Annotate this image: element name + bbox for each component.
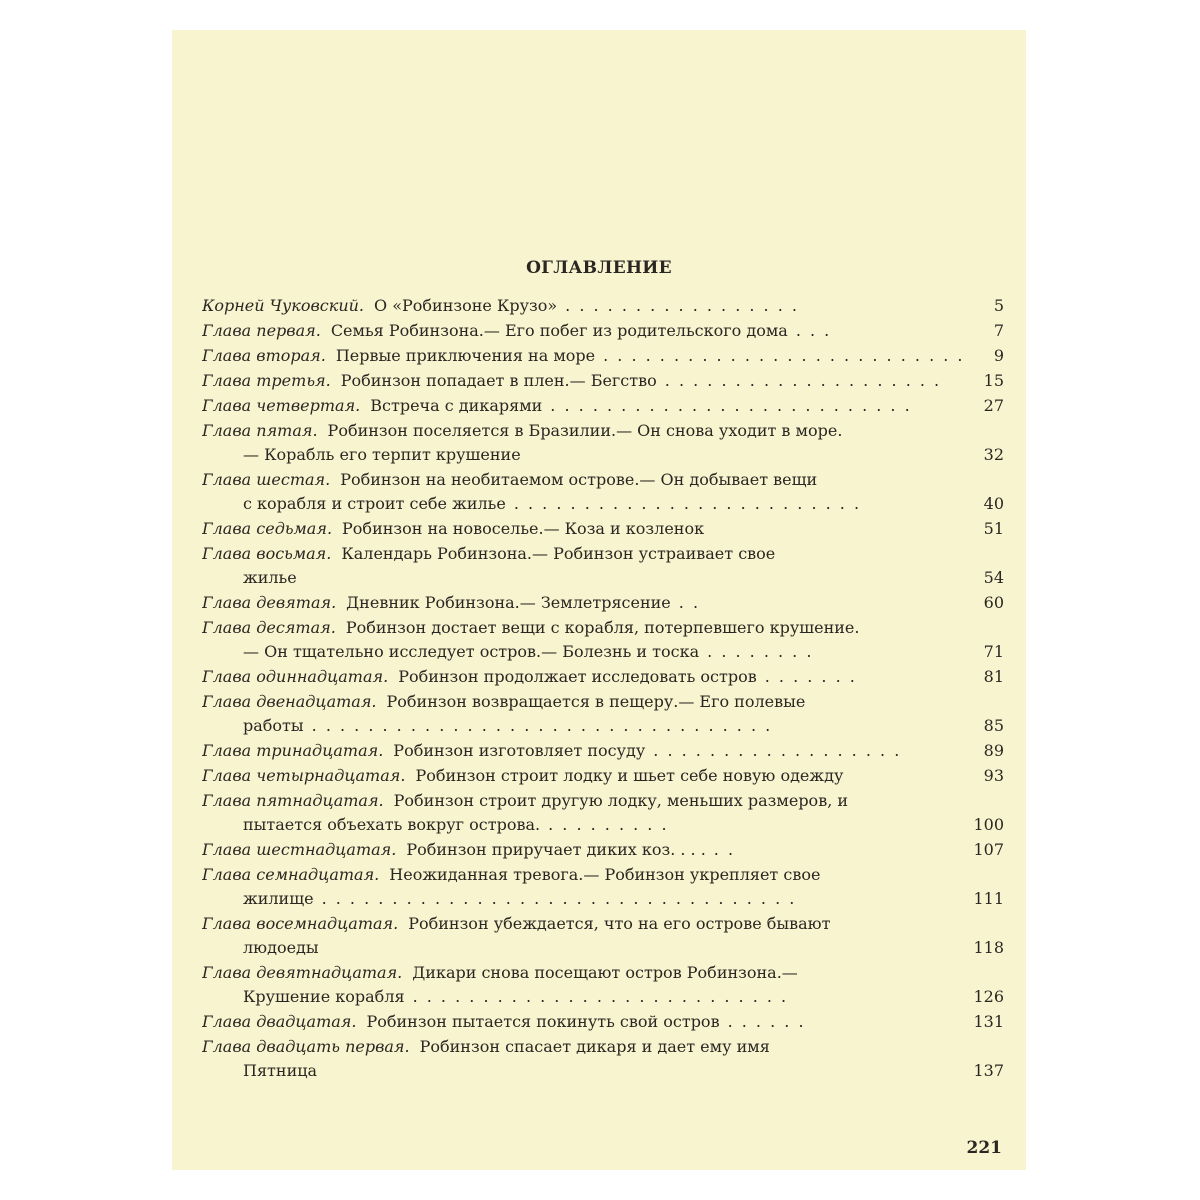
chapter-label: Глава десятая.: [202, 618, 336, 637]
toc-entry-line: [202, 470, 1004, 490]
toc-entry-line: [202, 296, 1004, 316]
toc-entry-line: [202, 1037, 1004, 1057]
chapter-label: Глава тринадцатая.: [202, 741, 384, 760]
toc-entry: [202, 470, 1004, 514]
chapter-label: Глава девятая.: [202, 593, 337, 612]
toc-page-number: 107: [973, 840, 1004, 859]
chapter-label: Глава первая.: [202, 321, 321, 340]
toc-page-number: 126: [973, 987, 1004, 1006]
toc-entry: [202, 396, 1004, 416]
toc-entry-line: [202, 421, 1004, 441]
toc-page-number: 85: [983, 716, 1004, 735]
toc-entry-line: [202, 519, 1004, 539]
toc-entry-line: [202, 544, 1004, 564]
dot-leader: . . . . . . . . . . . . . . . . . . . . . . . . . .: [550, 396, 912, 415]
toc-entry-continuation: [202, 987, 1004, 1007]
toc-entry: [202, 963, 1004, 1007]
toc-entry: [202, 865, 1004, 909]
chapter-label: Глава пятнадцатая.: [202, 791, 384, 810]
toc-page-number: 40: [983, 494, 1004, 513]
toc-page-number: 32: [983, 445, 1004, 464]
toc-entry: [202, 692, 1004, 736]
chapter-title: — Он тщательно исследует остров.— Болезнь и тоска: [243, 642, 700, 661]
chapter-label: Глава шестнадцатая.: [202, 840, 397, 859]
toc-entry: [202, 766, 1004, 786]
chapter-title: Робинзон спасает дикаря и дает ему имя: [419, 1037, 770, 1056]
toc-page-number: 118: [973, 938, 1004, 957]
toc-entry-line: [202, 618, 1004, 638]
toc-entry: [202, 914, 1004, 958]
toc-entry-line: [202, 914, 1004, 934]
chapter-label: Глава третья.: [202, 371, 331, 390]
toc-entry-line: [202, 865, 1004, 885]
table-of-contents: [202, 296, 1004, 1081]
chapter-label: Глава пятая.: [202, 421, 318, 440]
dot-leader: . . . . . . . . . . . . . . . . . . . . . . . . .: [513, 494, 862, 513]
dot-leader: . . . . . . . . . . . . . . . . . .: [653, 741, 902, 760]
chapter-title: Робинзон пытается покинуть свой остров: [366, 1012, 720, 1031]
chapter-label: Глава семнадцатая.: [202, 865, 380, 884]
toc-entry: [202, 519, 1004, 539]
book-page: [172, 30, 1026, 1170]
chapter-title: жилище: [243, 889, 314, 908]
toc-page-number: 137: [973, 1061, 1004, 1080]
dot-leader: . . . . . .: [727, 1012, 806, 1031]
toc-entry-continuation: [202, 445, 1004, 465]
toc-entry-line: [202, 840, 1004, 860]
toc-entry: [202, 593, 1004, 613]
chapter-title: людоеды: [243, 938, 319, 957]
page-title: ОГЛАВЛЕНИЕ: [526, 258, 672, 278]
toc-entry: [202, 667, 1004, 687]
chapter-label: Глава девятнадцатая.: [202, 963, 403, 982]
chapter-label: Глава двенадцатая.: [202, 692, 377, 711]
dot-leader: . . . . . . . .: [707, 642, 814, 661]
dot-leader: . . . . . . . . . . . . . . . . .: [565, 296, 799, 315]
toc-entry-line: [202, 963, 1004, 983]
dot-leader: . . . . . . . . . . . . . . . . . . . . . . . . . . .: [412, 987, 789, 1006]
toc-entry-continuation: [202, 568, 1004, 588]
chapter-label: Глава четырнадцатая.: [202, 766, 406, 785]
chapter-title: Робинзон попадает в плен.— Бегство: [340, 371, 657, 390]
toc-page-number: 5: [993, 296, 1004, 315]
toc-page-number: 9: [993, 346, 1004, 365]
toc-entry-line: [202, 667, 1004, 687]
toc-entry-continuation: [202, 716, 1004, 736]
chapter-title: Робинзон строит лодку и шьет себе новую одежду: [415, 766, 844, 785]
chapter-title: Робинзон достает вещи с корабля, потерпевшего крушение.: [345, 618, 860, 637]
chapter-title: Робинзон поселяется в Бразилии.— Он снова уходит в море.: [327, 421, 843, 440]
dot-leader: . . . . . . . . .: [548, 815, 669, 834]
toc-page-number: 60: [983, 593, 1004, 612]
chapter-title: пытается объехать вокруг острова.: [243, 815, 541, 834]
toc-entry: [202, 321, 1004, 341]
chapter-title: Пятница: [243, 1061, 318, 1080]
chapter-title: Робинзон строит другую лодку, меньших размеров, и: [393, 791, 849, 810]
chapter-title: Дикари снова посещают остров Робинзона.—: [412, 963, 798, 982]
dot-leader: . . .: [795, 321, 832, 340]
toc-entry-line: [202, 593, 1004, 613]
toc-entry-continuation: [202, 938, 1004, 958]
chapter-title: Робинзон возвращается в пещеру.— Его полевые: [386, 692, 806, 711]
dot-leader: . . . . . . . . . . . . . . . . . . . . . . . . . .: [603, 346, 965, 365]
chapter-title: Дневник Робинзона.— Землетрясение: [346, 593, 671, 612]
chapter-title: Встреча с дикарями: [370, 396, 543, 415]
toc-page-number: 51: [983, 519, 1004, 538]
toc-entry-continuation: [202, 642, 1004, 662]
chapter-label: Глава двадцать первая.: [202, 1037, 410, 1056]
toc-entry: [202, 840, 1004, 860]
dot-leader: . . . . . . . . . . . . . . . . . . . . . . . . . . . . . . . . .: [311, 716, 773, 735]
chapter-title: Робинзон продолжает исследовать остров: [398, 667, 757, 686]
toc-entry-continuation: [202, 815, 1004, 835]
chapter-title: Неожиданная тревога.— Робинзон укрепляет свое: [389, 865, 821, 884]
chapter-title: Робинзон убеждается, что на его острове бывают: [408, 914, 831, 933]
toc-entry: [202, 618, 1004, 662]
toc-entry: [202, 296, 1004, 316]
chapter-label: Глава четвертая.: [202, 396, 361, 415]
chapter-title: О «Робинзоне Крузо»: [374, 296, 558, 315]
chapter-label: Корней Чуковский.: [202, 296, 365, 315]
chapter-label: Глава двадцатая.: [202, 1012, 357, 1031]
toc-page-number: 81: [983, 667, 1004, 686]
toc-entry: [202, 791, 1004, 835]
toc-page-number: 93: [983, 766, 1004, 785]
toc-page-number: 71: [983, 642, 1004, 661]
chapter-label: Глава одиннадцатая.: [202, 667, 389, 686]
toc-page-number: 111: [973, 889, 1004, 908]
toc-page-number: 27: [983, 396, 1004, 415]
dot-leader: . . . . . . . . . . . . . . . . . . . . . . . . . . . . . . . . . .: [321, 889, 797, 908]
toc-entry-continuation: [202, 494, 1004, 514]
toc-entry-line: [202, 741, 1004, 761]
toc-entry: [202, 421, 1004, 465]
chapter-title: — Корабль его терпит крушение: [243, 445, 521, 464]
chapter-label: Глава восемнадцатая.: [202, 914, 399, 933]
toc-entry-line: [202, 766, 1004, 786]
toc-entry: [202, 544, 1004, 588]
chapter-label: Глава шестая.: [202, 470, 331, 489]
toc-page-number: 7: [993, 321, 1004, 340]
chapter-title: Робинзон на необитаемом острове.— Он добывает вещи: [340, 470, 818, 489]
page-number: 221: [966, 1138, 1002, 1158]
toc-entry: [202, 346, 1004, 366]
toc-entry: [202, 1012, 1004, 1032]
toc-page-number: 89: [983, 741, 1004, 760]
toc-page-number: 54: [983, 568, 1004, 587]
chapter-title: работы: [243, 716, 304, 735]
toc-page-number: 131: [973, 1012, 1004, 1031]
toc-entry: [202, 1037, 1004, 1081]
toc-entry-line: [202, 692, 1004, 712]
chapter-title: Семья Робинзона.— Его побег из родительского дома: [330, 321, 788, 340]
chapter-label: Глава вторая.: [202, 346, 326, 365]
dot-leader: . . . . . . .: [764, 667, 857, 686]
chapter-label: Глава седьмая.: [202, 519, 333, 538]
chapter-label: Глава восьмая.: [202, 544, 332, 563]
dot-leader: . .: [713, 840, 736, 859]
chapter-title: Календарь Робинзона.— Робинзон устраивает свое: [341, 544, 776, 563]
toc-entry-line: [202, 371, 1004, 391]
dot-leader: . .: [678, 593, 701, 612]
chapter-title: Робинзон приручает диких коз. . . .: [406, 840, 706, 859]
toc-page-number: 15: [983, 371, 1004, 390]
toc-entry-continuation: [202, 889, 1004, 909]
chapter-title: Крушение корабля: [243, 987, 405, 1006]
toc-entry-line: [202, 1012, 1004, 1032]
chapter-title: Робинзон изготовляет посуду: [393, 741, 646, 760]
chapter-title: Робинзон на новоселье.— Коза и козленок: [342, 519, 705, 538]
chapter-title: с корабля и строит себе жилье: [243, 494, 506, 513]
toc-entry-continuation: [202, 1061, 1004, 1081]
toc-entry-line: [202, 396, 1004, 416]
toc-entry: [202, 741, 1004, 761]
toc-page-number: 100: [973, 815, 1004, 834]
toc-entry: [202, 371, 1004, 391]
toc-entry-line: [202, 346, 1004, 366]
chapter-title: жилье: [243, 568, 297, 587]
chapter-title: Первые приключения на море: [335, 346, 596, 365]
dot-leader: . . . . . . . . . . . . . . . . . . . .: [664, 371, 942, 390]
toc-entry-line: [202, 791, 1004, 811]
toc-entry-line: [202, 321, 1004, 341]
